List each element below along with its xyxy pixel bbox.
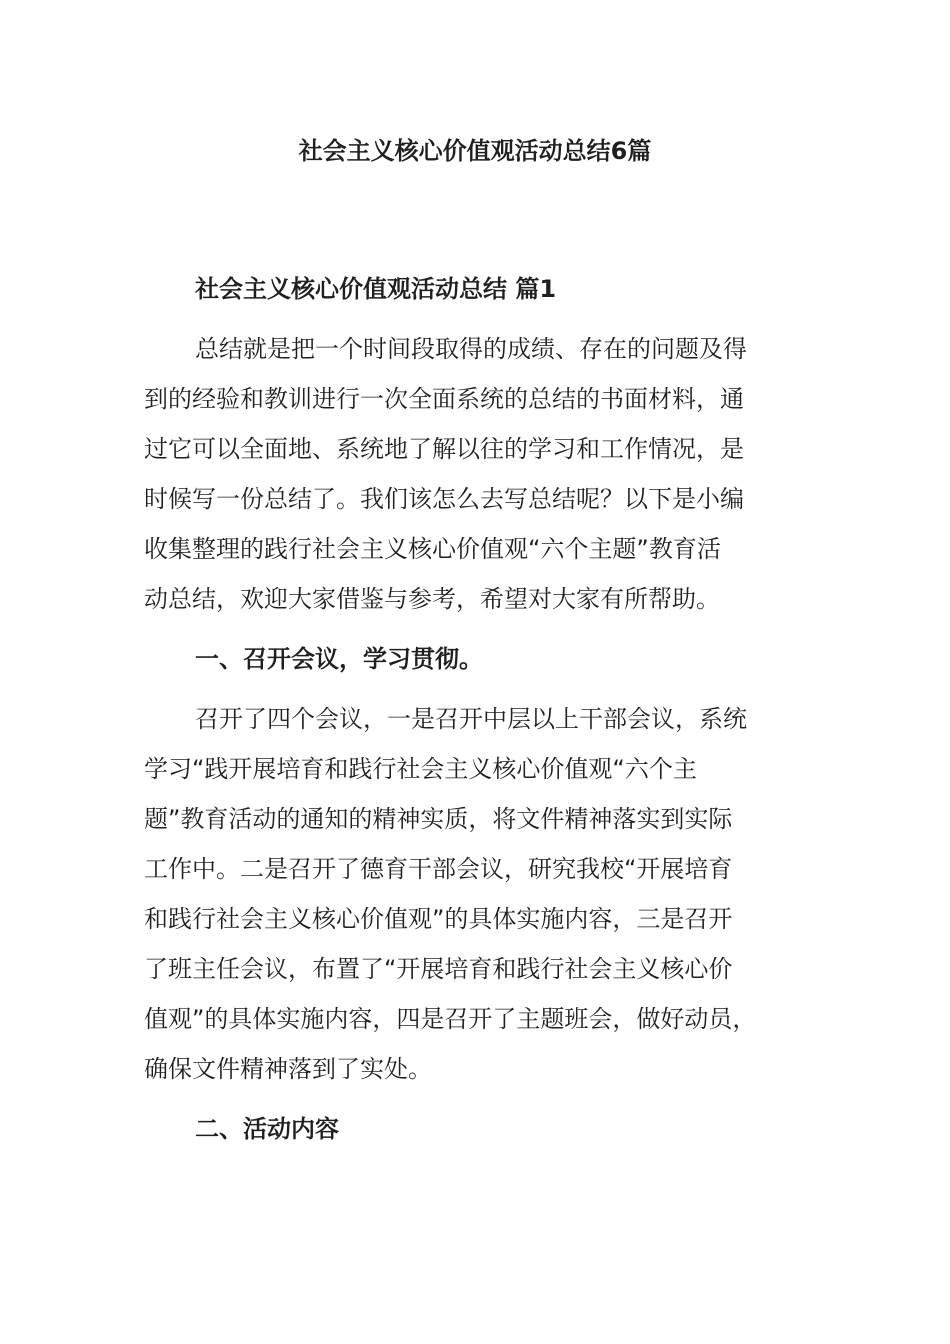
heading-activities: 二、活动内容: [195, 1115, 339, 1143]
paragraph-line: 到的经验和教训进行一次全面系统的总结的书面材料，通: [144, 385, 744, 413]
paragraph-line: 学习“践开展培育和践行社会主义核心价值观“六个主: [144, 755, 697, 783]
document-body: [144, 264, 808, 1164]
document-title: 社会主义核心价值观活动总结6篇: [298, 137, 652, 165]
paragraph-line: 动总结，欢迎大家借鉴与参考，希望对大家有所帮助。: [144, 585, 720, 613]
section-heading-1: 社会主义核心价值观活动总结 篇1: [195, 275, 557, 303]
paragraph-line: 确保文件精神落到了实处。: [144, 1055, 432, 1083]
paragraph-line: 工作中。二是召开了德育干部会议，研究我校“开展培育: [144, 855, 733, 883]
paragraph-line: 值观”的具体实施内容，四是召开了主题班会，做好动员，: [144, 1005, 757, 1033]
paragraph-line: 收集整理的践行社会主义核心价值观“六个主题”教育活: [144, 535, 721, 563]
paragraph-line: 了班主任会议，布置了“开展培育和践行社会主义核心价: [144, 955, 733, 983]
meetings-paragraph: [144, 694, 808, 1094]
heading-meetings: 一、召开会议，学习贯彻。: [195, 645, 483, 673]
paragraph-line: 题”教育活动的通知的精神实质，将文件精神落实到实际: [144, 805, 733, 833]
intro-paragraph: [144, 324, 808, 624]
paragraph-line: 和践行社会主义核心价值观”的具体实施内容，三是召开: [144, 905, 733, 933]
paragraph-line: 过它可以全面地、系统地了解以往的学习和工作情况，是: [144, 435, 744, 463]
paragraph-line: 时候写一份总结了。我们该怎么去写总结呢？以下是小编: [144, 485, 744, 513]
paragraph-line: 总结就是把一个时间段取得的成绩、存在的问题及得: [195, 335, 747, 363]
paragraph-line: 召开了四个会议，一是召开中层以上干部会议，系统: [195, 705, 747, 733]
